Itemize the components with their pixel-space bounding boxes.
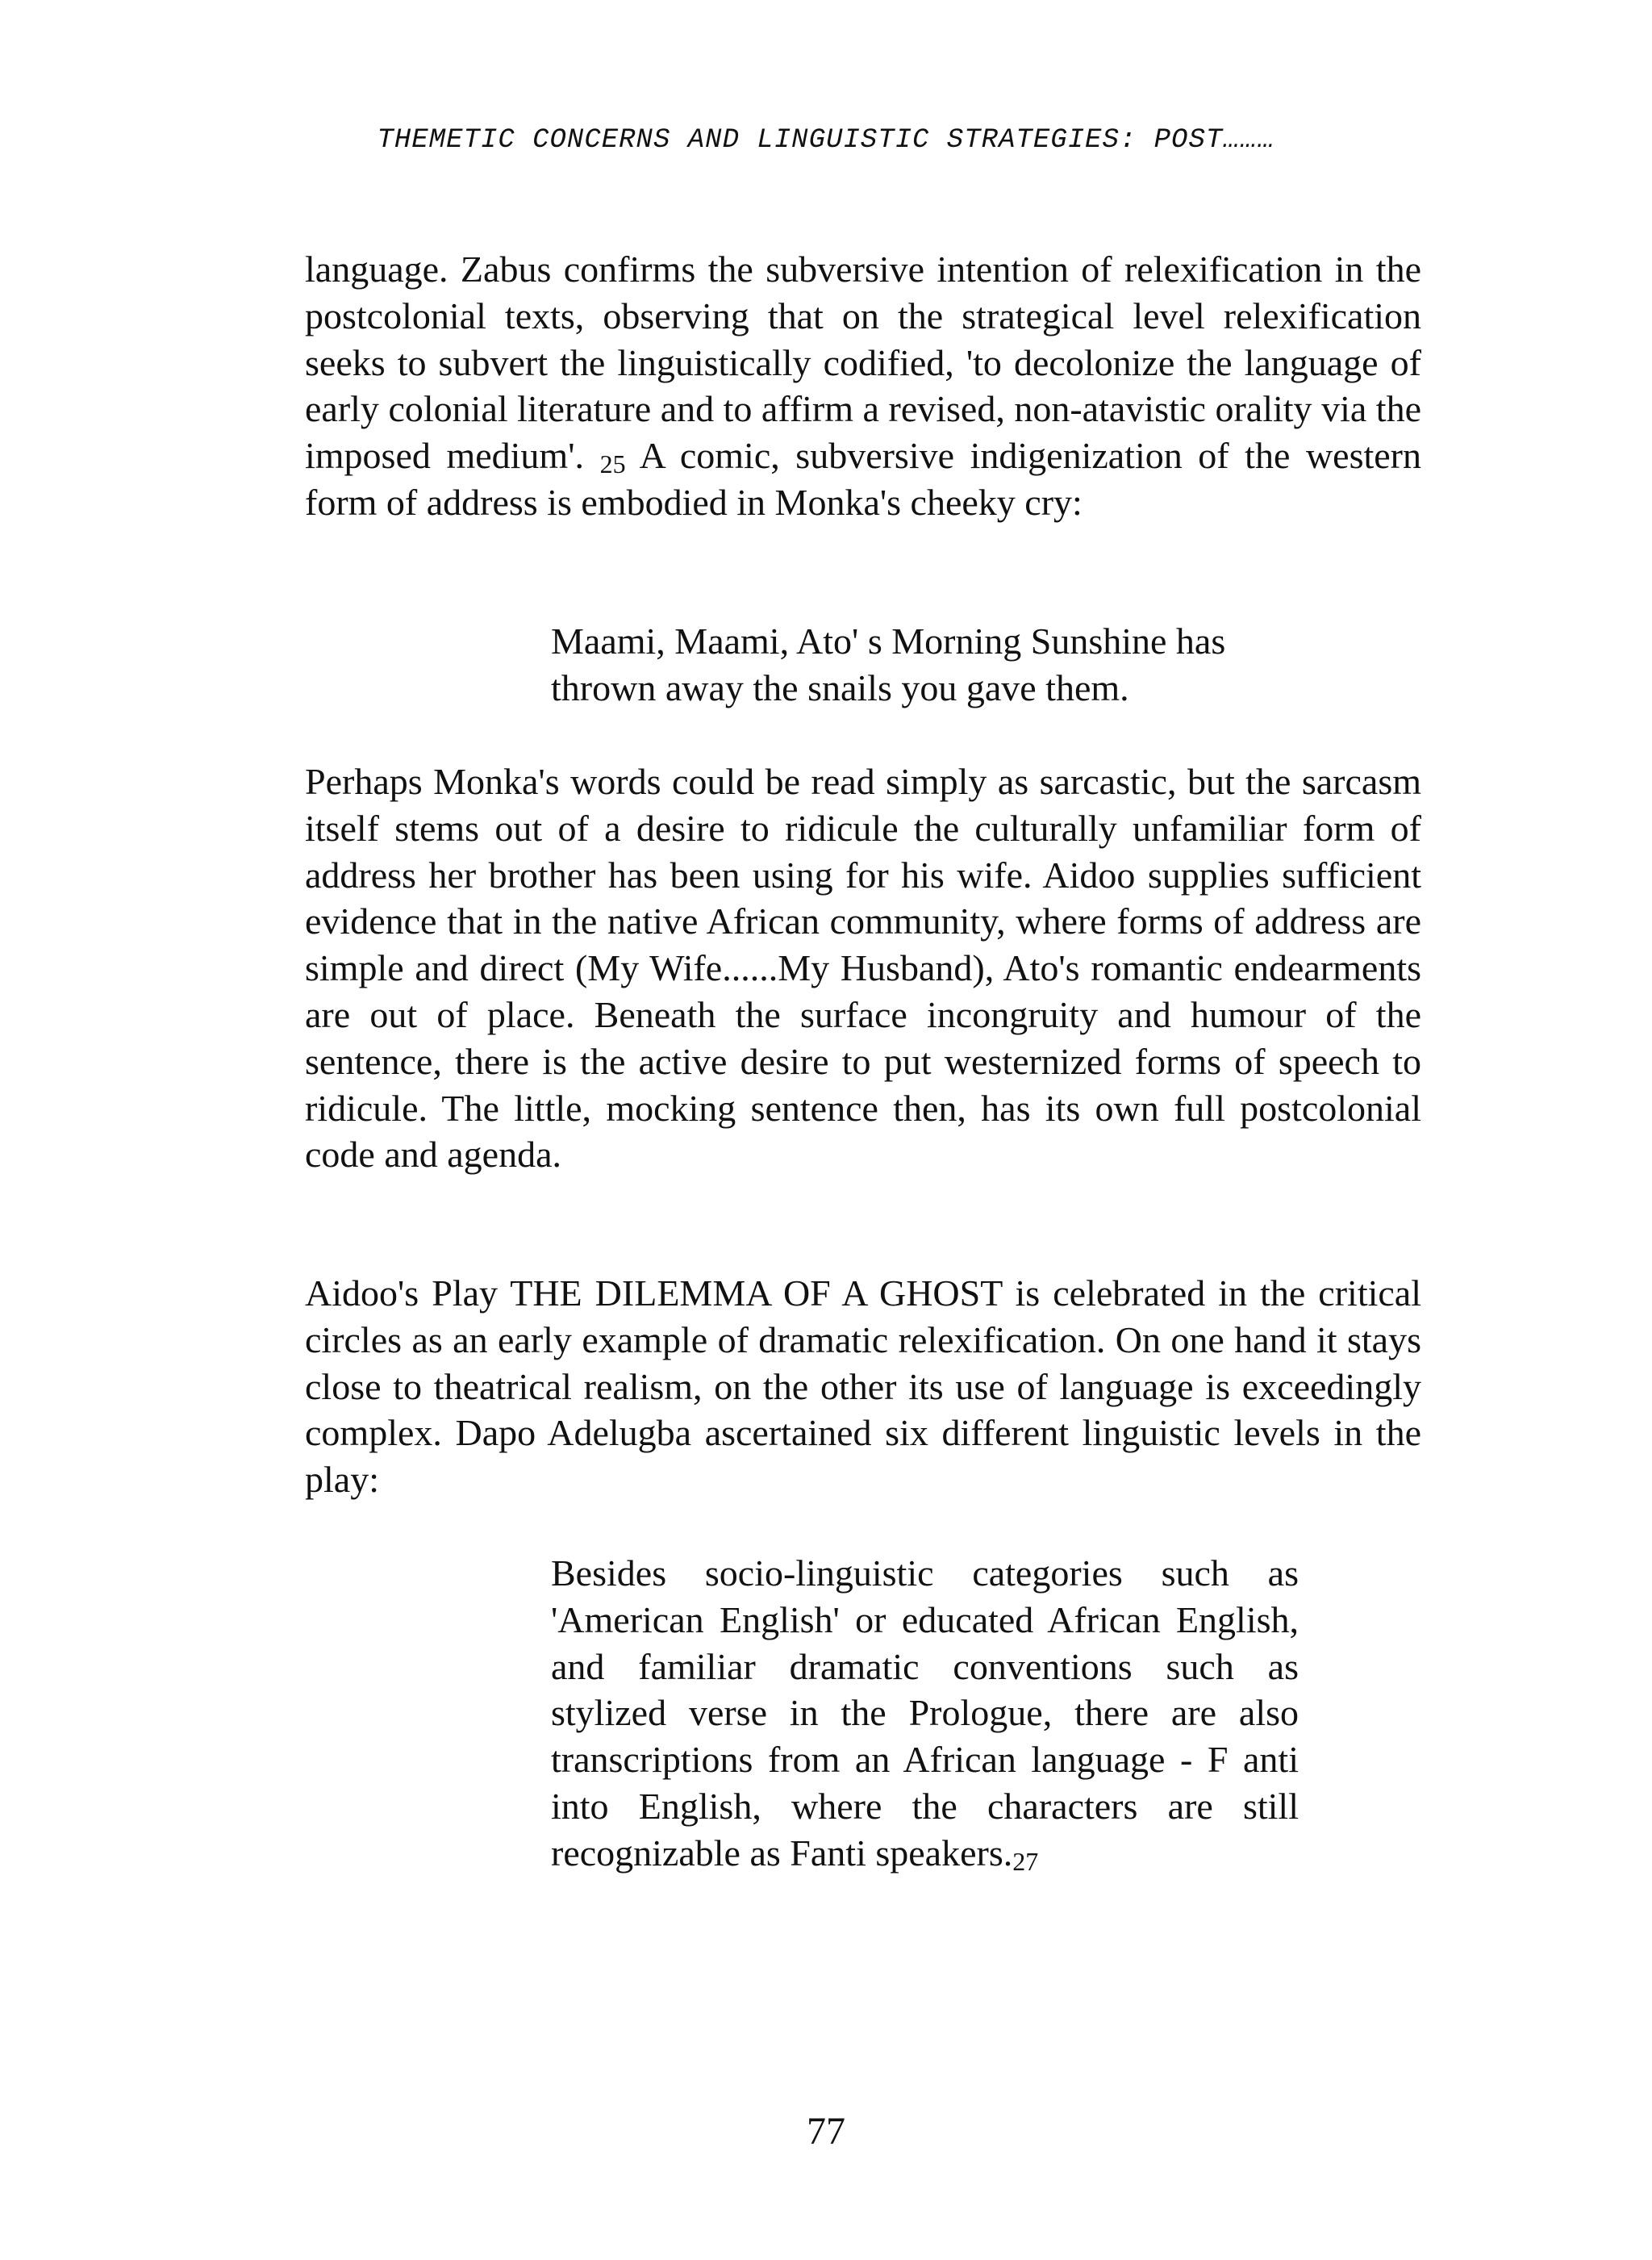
quote-2-text: Besides socio-linguistic categories such as 'American English' or educated African English, and familiar dramatic conventions such as stylized verse in the Prologue, there are also transcriptions from an African language - F anti into English, where the characters are still recognizable as Fanti speakers.	[551, 1552, 1299, 1874]
block-quote-1	[551, 618, 1299, 712]
quote-1-line-2: thrown away the snails you gave them.	[551, 666, 1129, 708]
body-paragraph-2: Perhaps Monka's words could be read simply as sarcastic, but the sarcasm itself stems out of a desire to ridicule the culturally unfamiliar form of address her brother has been using for his wife. Aidoo supplies sufficient evidence that in the native African community, where forms of address are simple and direct (My Wife......My Husband), Ato's romantic endearments are out of place. Beneath the surface incongruity and humour of the sentence, there is the active desire to put westernized forms of speech to ridicule. The little, mocking sentence then, has its own full postcolonial code and agenda.	[305, 761, 1421, 1176]
page-number: 77	[807, 2110, 845, 2153]
paragraph-1-text: language. Zabus confirms the subversive intention of relexification in the postcolonial texts, observing that on the strategical level relexification seeks to subvert the linguistically codified, 'to decolonize the language of early colonial literature and to affirm a revised, non-atavistic orality via the imposed medium'.	[305, 249, 1421, 477]
body-paragraph-3: Aidoo's Play THE DILEMMA OF A GHOST is celebrated in the critical circles as an early example of dramatic relexification. On one hand it stays close to theatrical realism, on the other its use of language is exceedingly complex. Dapo Adelugba ascertained six different linguistic levels in the play:	[305, 1272, 1421, 1501]
block-quote-2	[551, 1550, 1299, 1877]
body-paragraph-1	[305, 246, 1421, 526]
footnote-reference-25: 25	[599, 449, 626, 479]
footnote-reference-27: 27	[1012, 1846, 1039, 1876]
quote-1-line-1: Maami, Maami, Ato' s Morning Sunshine has	[551, 620, 1226, 662]
paragraph-1-tail: A comic, subversive indigenization of the western form of address is embodied in Monka's cheeky cry:	[305, 435, 1421, 523]
running-header: THEMETIC CONCERNS AND LINGUISTIC STRATEGIES: POST………	[377, 125, 1275, 156]
